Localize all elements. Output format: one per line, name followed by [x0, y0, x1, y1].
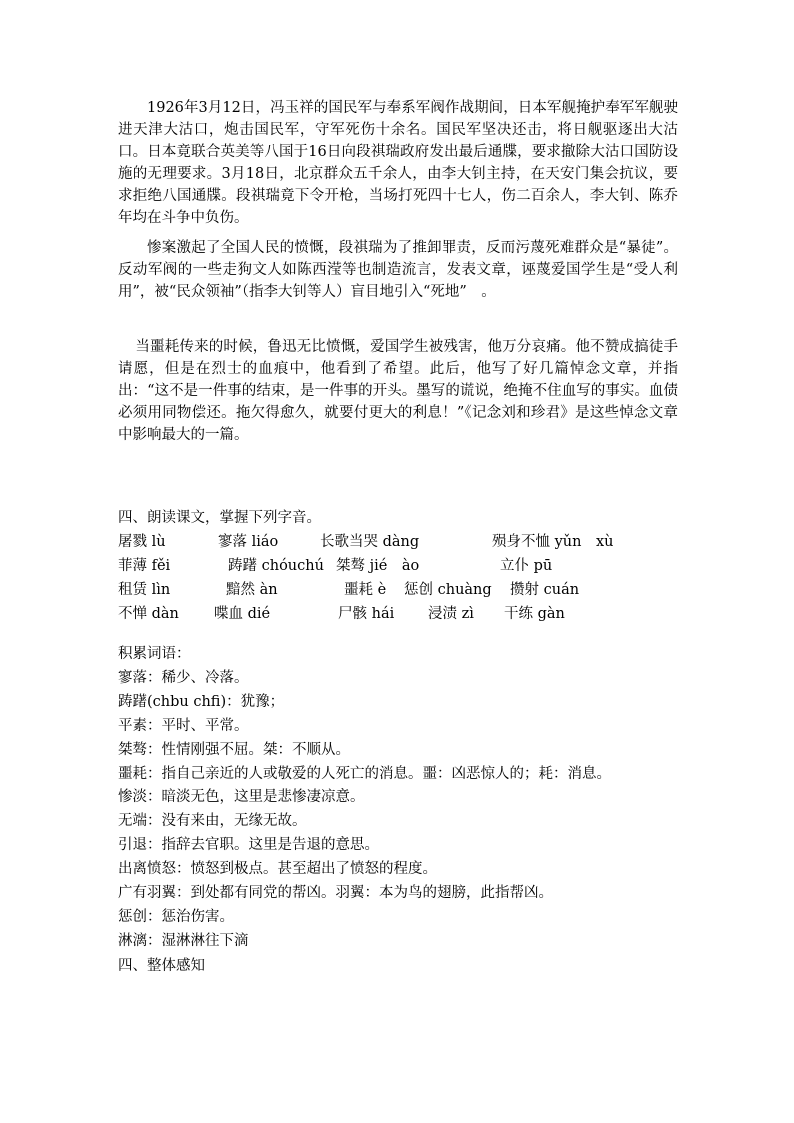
pinyin-row	[118, 555, 678, 577]
vocab-item: 引退：指辞去官职。这里是告退的意思。	[118, 837, 379, 854]
vocab-item: 平素：平时、平常。	[118, 717, 249, 734]
vocab-item: 噩耗：指自己亲近的人或敬爱的人死亡的消息。噩：凶恶惊人的；耗：消息。	[118, 765, 611, 782]
pinyin-item: 桀骜 jié ào	[336, 558, 420, 574]
vocab-item: 寥落：稀少、冷落。	[118, 669, 249, 686]
pinyin-item: 黯然 àn	[226, 582, 278, 598]
paragraph-reaction: 惨案激起了全国人民的愤慨，段祺瑞为了推卸罪责，反而污蔑死难群众是“暴徒”。反动军阀的一些走狗文人如陈西滢等也制造流言，发表文章，诬蔑爱国学生是“受人利用”，被“民众领袖”（指李大钊等人）盲目地引入“死地” 。	[118, 240, 678, 300]
section-overview-title: 四、整体感知	[118, 958, 205, 974]
pinyin-item: 菲薄 fěi	[118, 558, 171, 574]
pinyin-row	[118, 603, 678, 625]
vocab-item: 无端：没有来由，无缘无故。	[118, 813, 307, 830]
pinyin-item: 尸骸 hái	[338, 606, 395, 622]
paragraph-background: 1926年3月12日，冯玉祥的国民军与奉系军阀作战期间，日本军舰掩护奉军军舰驶进天津大沽口，炮击国民军，守军死伤十余名。国民军坚决还击，将日舰驱逐出大沽口。日本竟联合英美等八国于16日向段祺瑞政府发出最后通牒，要求撤除大沽口国防设施的无理要求。3月18日，北京群众五千余人，由李大钊主持，在天安门集会抗议，要求拒绝八国通牒。段祺瑞竟下令开枪，当场打死四十七人，伤二百余人，李大钊、陈乔年均在斗争中负伤。	[118, 100, 678, 226]
section-pronunciation-title: 四、朗读课文，掌握下列字音。	[118, 510, 321, 526]
pinyin-item: 干练 gàn	[504, 606, 565, 622]
paragraph-luxun: 当噩耗传来的时候，鲁迅无比愤慨，爱国学生被残害，他万分哀痛。他不赞成搞徒手请愿，但是在烈士的血痕中，他看到了希望。此后，他写了好几篇悼念文章，并指出：“这不是一件事的结束，是一件事的开头。墨写的谎说，绝掩不住血写的事实。血债必须用同物偿还。拖欠得愈久，就要付更大的利息！”《记念刘和珍君》是这些悼念文章中影响最大的一篇。	[118, 339, 678, 443]
pinyin-item: 殒身不恤 yǔn xù	[492, 534, 614, 550]
vocab-item: 广有羽翼：到处都有同党的帮凶。羽翼：本为鸟的翅膀，此指帮凶。	[118, 885, 553, 902]
pinyin-item: 不惮 dàn	[118, 606, 179, 622]
pinyin-item: 浸渍 zì	[428, 606, 474, 622]
pinyin-item: 喋血 dié	[214, 606, 271, 622]
pinyin-item: 噩耗 è	[344, 582, 387, 598]
pinyin-item: 踌躇 chóuchú	[228, 558, 324, 574]
vocab-title: 积累词语：	[118, 646, 191, 662]
pinyin-item: 寥落 liáo	[218, 534, 279, 550]
pinyin-item: 租赁 lìn	[118, 582, 171, 598]
pinyin-item: 长歌当哭 dàng	[320, 534, 420, 550]
pinyin-item: 屠戮 lù	[118, 534, 166, 550]
vocab-item: 桀骜：性情刚强不屈。桀：不顺从。	[118, 741, 350, 758]
pinyin-item: 攒射 cuán	[510, 582, 580, 598]
pinyin-row	[118, 579, 678, 601]
vocab-item: 出离愤怒：愤怒到极点。甚至超出了愤怒的程度。	[118, 861, 437, 878]
vocab-item: 踌躇(chbu chfi)：犹豫；	[118, 693, 285, 710]
vocab-list	[118, 643, 611, 954]
pinyin-item: 惩创 chuàng	[404, 582, 492, 598]
vocab-item: 惨淡：暗淡无色，这里是悲惨凄凉意。	[118, 789, 365, 806]
pinyin-item: 立仆 pū	[500, 558, 553, 574]
vocab-item: 淋漓：湿淋淋往下滴	[118, 932, 249, 949]
vocab-item: 惩创：惩治伤害。	[118, 908, 234, 925]
pinyin-row	[118, 531, 678, 553]
